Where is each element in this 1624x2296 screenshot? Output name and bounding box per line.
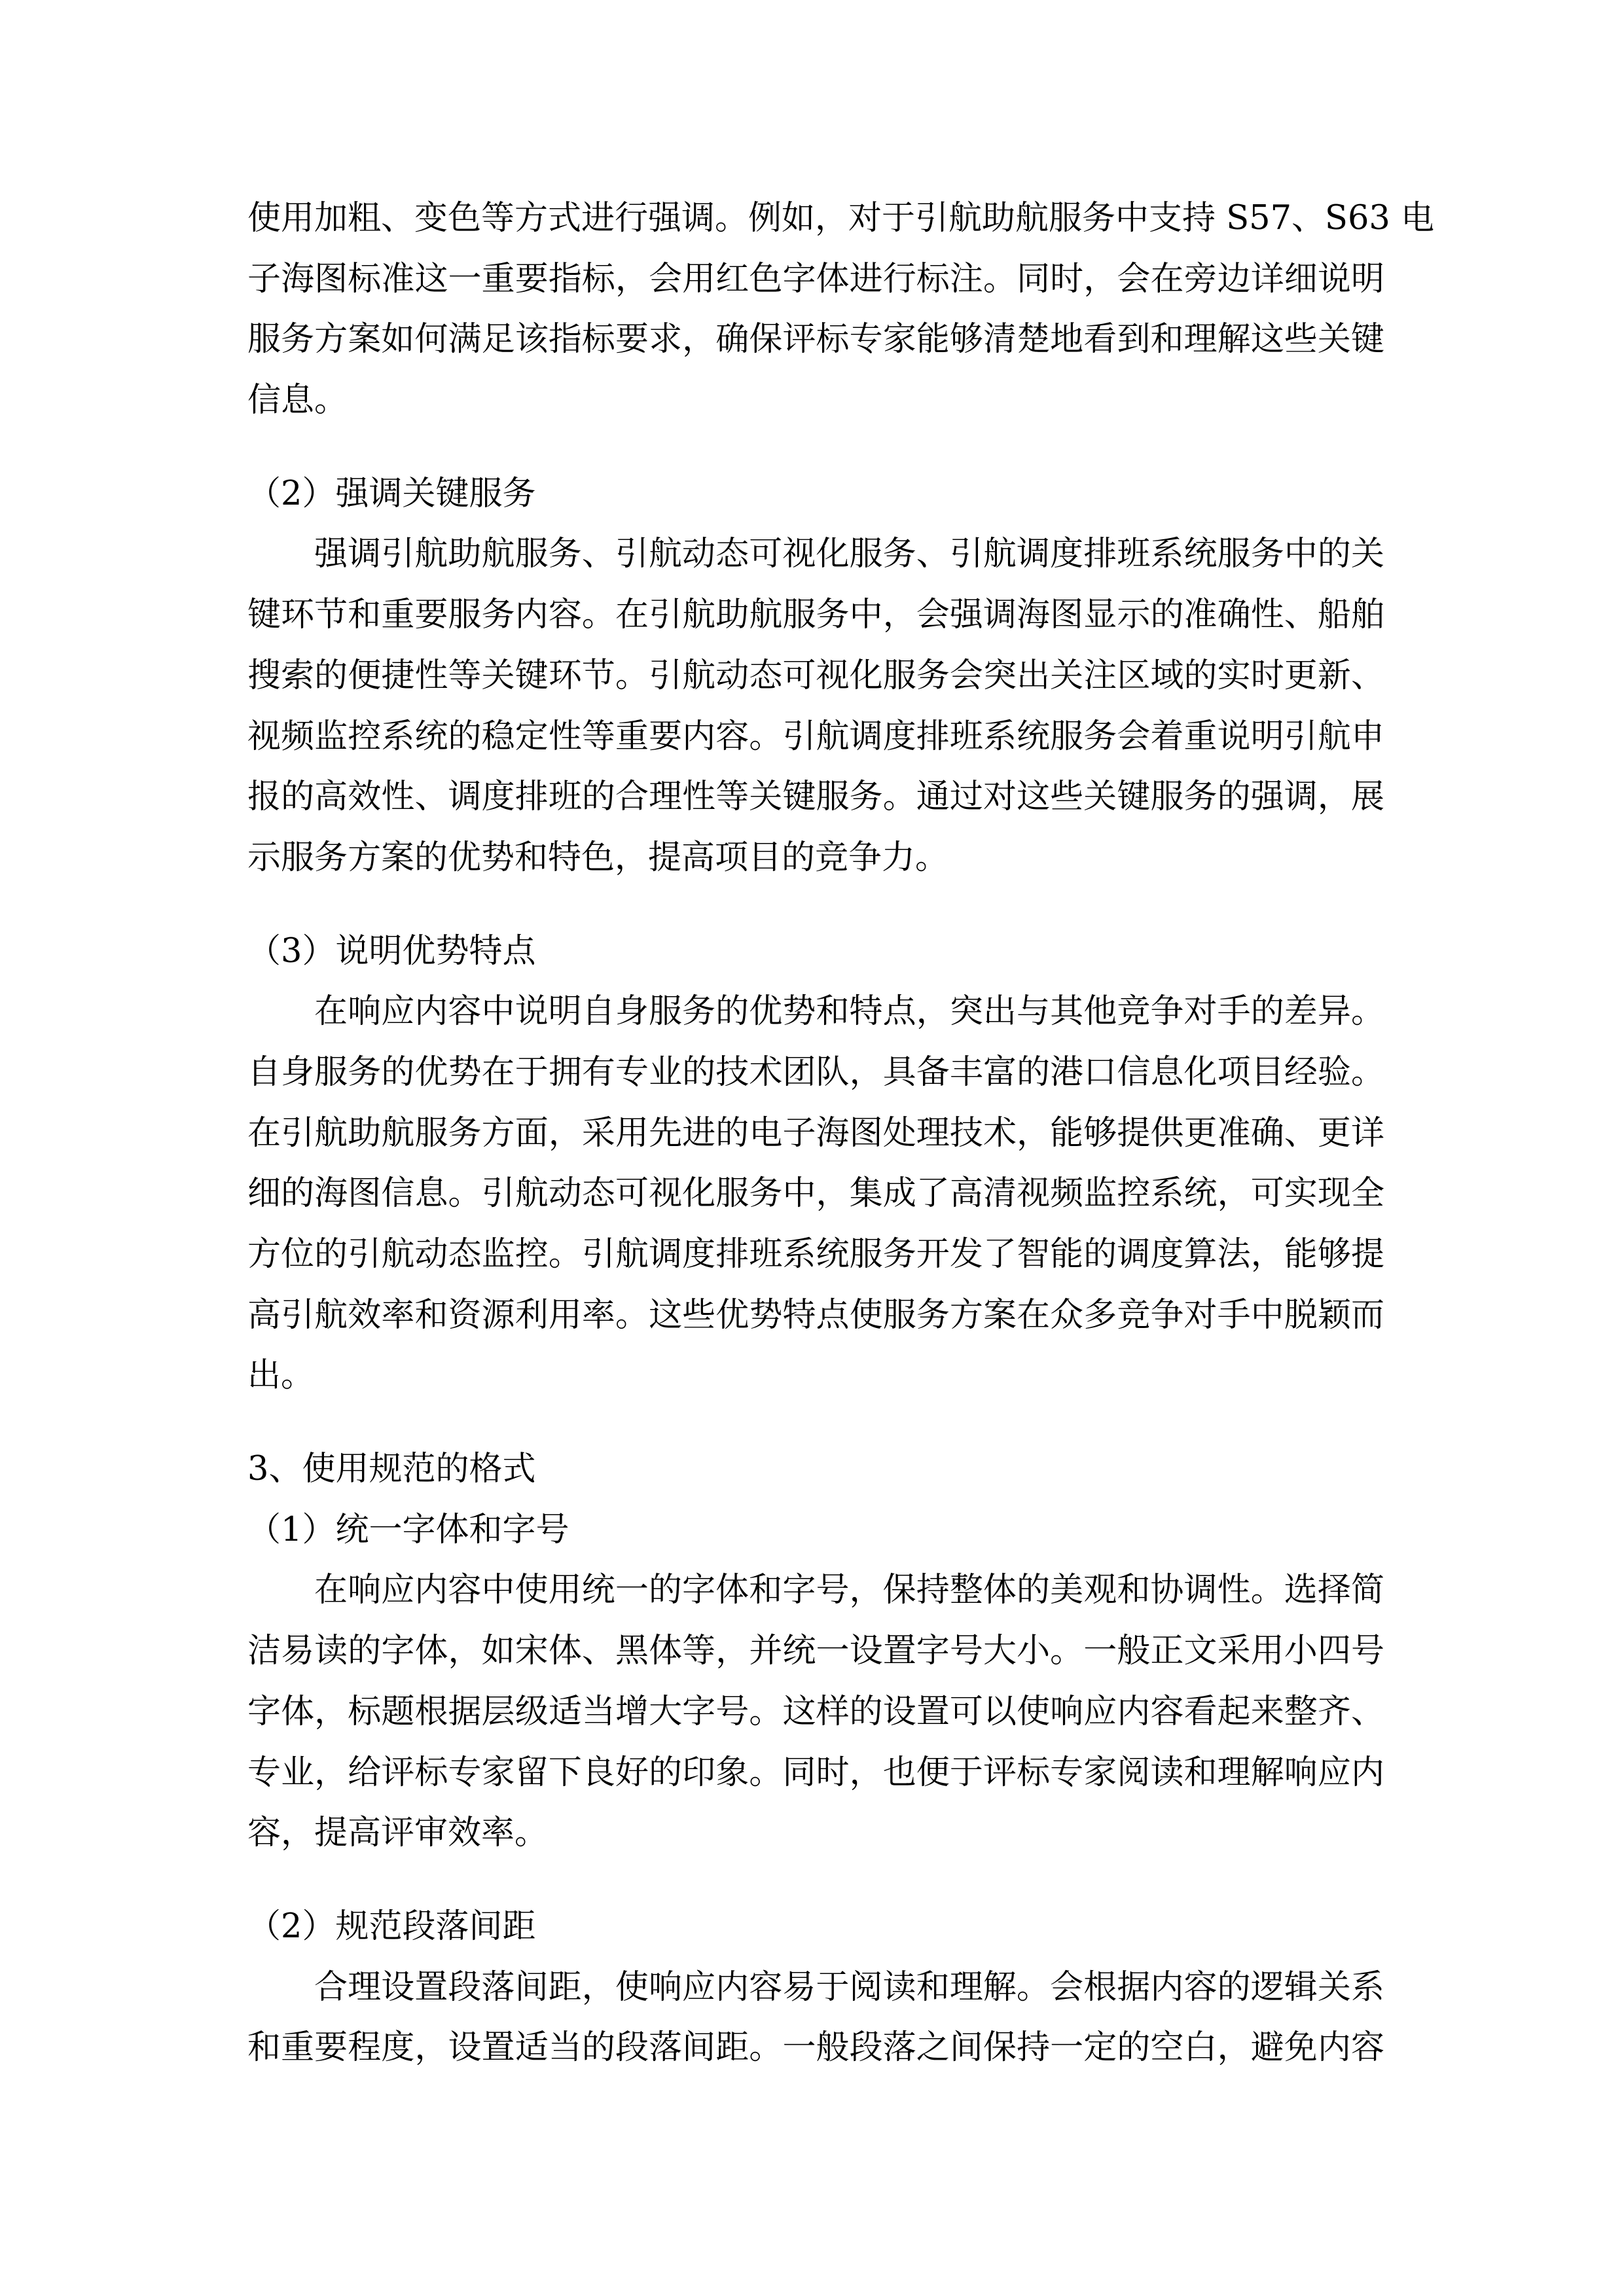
subheading-advantages: （3）说明优势特点: [247, 931, 536, 971]
paragraph-line: 服务方案如何满足该指标要求，确保评标专家能够清楚地看到和理解这些关键: [247, 320, 1384, 359]
paragraph-spacing: [247, 1958, 1384, 2079]
paragraph-line: 洁易读的字体，如宋体、黑体等，并统一设置字号大小。一般正文采用小四号: [247, 1632, 1384, 1671]
paragraph-line: 报的高效性、调度排班的合理性等关键服务。通过对这些关键服务的强调，展: [247, 778, 1384, 817]
paragraph-line: 容，提高评审效率。: [247, 1814, 549, 1853]
paragraph-line: 搜索的便捷性等关键环节。引航动态可视化服务会突出关注区域的实时更新、: [247, 656, 1384, 695]
paragraph-line: 示服务方案的优势和特色，提高项目的竞争力。: [247, 838, 949, 877]
document-page: [247, 188, 1435, 2079]
paragraph-emphasis-formatting: [247, 188, 1435, 431]
paragraph-font: [247, 1560, 1384, 1863]
paragraph-line: 子海图标准这一重要指标，会用红色字体进行标注。同时，会在旁边详细说明: [247, 259, 1384, 298]
paragraph-line: 自身服务的优势在于拥有专业的技术团队，具备丰富的港口信息化项目经验。: [247, 1052, 1384, 1092]
paragraph-line: 使用加粗、变色等方式进行强调。例如，对于引航助航服务中支持 S57、S63 电: [247, 199, 1435, 238]
paragraph-line: 视频监控系统的稳定性等重要内容。引航调度排班系统服务会着重说明引航申: [247, 717, 1384, 756]
subheading-emphasize-key-services: （2）强调关键服务: [247, 474, 536, 513]
paragraph-line: 强调引航助航服务、引航动态可视化服务、引航调度排班系统服务中的关: [314, 535, 1384, 574]
paragraph-key-services: [247, 524, 1384, 888]
paragraph-line: 合理设置段落间距，使响应内容易于阅读和理解。会根据内容的逻辑关系: [314, 1967, 1384, 2007]
paragraph-advantages: [247, 982, 1384, 1407]
paragraph-line: 在响应内容中使用统一的字体和字号，保持整体的美观和协调性。选择简: [314, 1571, 1384, 1610]
paragraph-line: 在响应内容中说明自身服务的优势和特点，突出与其他竞争对手的差异。: [314, 992, 1384, 1031]
paragraph-line: 专业，给评标专家留下良好的印象。同时，也便于评标专家阅读和理解响应内: [247, 1753, 1384, 1792]
subheading-spacing: （2）规范段落间距: [247, 1907, 536, 1946]
paragraph-line: 和重要程度，设置适当的段落间距。一般段落之间保持一定的空白，避免内容: [247, 2028, 1384, 2068]
paragraph-line: 细的海图信息。引航动态可视化服务中，集成了高清视频监控系统，可实现全: [247, 1174, 1384, 1213]
paragraph-line: 方位的引航动态监控。引航调度排班系统服务开发了智能的调度算法，能够提: [247, 1235, 1384, 1274]
paragraph-line: 信息。: [247, 381, 348, 420]
paragraph-line: 高引航效率和资源利用率。这些优势特点使服务方案在众多竞争对手中脱颖而: [247, 1295, 1384, 1335]
paragraph-line: 字体，标题根据层级适当增大字号。这样的设置可以使响应内容看起来整齐、: [247, 1692, 1384, 1731]
section-heading-format: 3、使用规范的格式: [247, 1450, 536, 1489]
paragraph-line: 出。: [247, 1356, 315, 1395]
paragraph-line: 键环节和重要服务内容。在引航助航服务中，会强调海图显示的准确性、船舶: [247, 596, 1384, 635]
paragraph-line: 在引航助航服务方面，采用先进的电子海图处理技术，能够提供更准确、更详: [247, 1113, 1384, 1153]
subheading-font: （1）统一字体和字号: [247, 1510, 569, 1549]
